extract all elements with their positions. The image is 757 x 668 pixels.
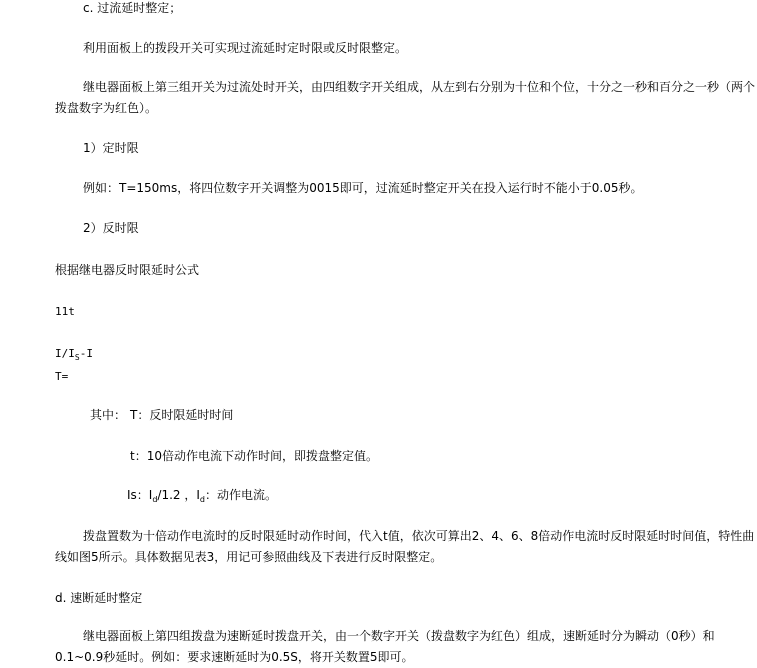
paragraph-instantaneous-delay: 继电器面板上第四组拨盘为速断延时拨盘开关，由一个数字开关（拨盘数字为红色）组成，速断延时分为瞬动（0秒）和0.1~0.9秒延时。例如：要求速断延时为0.5S，将开关数置5即可。	[55, 629, 715, 664]
paragraph-example: 例如：T=150ms，将四位数字开关调整为0015即可，过流延时整定开关在投入运行时不能小于0.05秒。	[83, 181, 643, 195]
where-label: 其中：	[90, 408, 127, 422]
definition-Is: Is：$I_d/1.2$ ，$I_d$：动作电流。	[127, 488, 277, 504]
definition-T: T：反时限延时时间	[130, 408, 234, 422]
formula-lhs: T=	[55, 370, 69, 383]
paragraph-third-group-switch: 继电器面板上第三组开关为过流处时开关，由四组数字开关组成，从左到右分别为十位和个位，十分之一秒和百分之一秒（两个拨盘数字为红色）。	[55, 80, 756, 115]
list-item-inverse-time: 2）反时限	[83, 221, 139, 235]
section-heading-c: c. 过流延时整定；	[83, 1, 182, 15]
list-item-definite-time: 1）定时限	[83, 141, 139, 155]
paragraph-characteristic-curve: 拨盘置数为十倍动作电流时的反时限延时动作时间，代入t值，依次可算出2、4、6、8倍动作电流时反时限延时时间值，特性曲线如图5所示。具体数据见表3，用记可参照曲线及下表进行反时限整定。	[55, 529, 755, 564]
formula-denominator: $I/I_S-I$	[55, 347, 93, 362]
section-heading-d: d. 速断延时整定	[55, 591, 143, 605]
definition-t: t：10倍动作电流下动作时间，即拨盘整定值。	[130, 449, 378, 463]
paragraph-formula-intro: 根据继电器反时限延时公式	[55, 263, 200, 277]
formula-numerator: 11t	[55, 305, 75, 318]
paragraph-switch-intro: 利用面板上的拨段开关可实现过流延时定时限或反时限整定。	[83, 41, 408, 55]
